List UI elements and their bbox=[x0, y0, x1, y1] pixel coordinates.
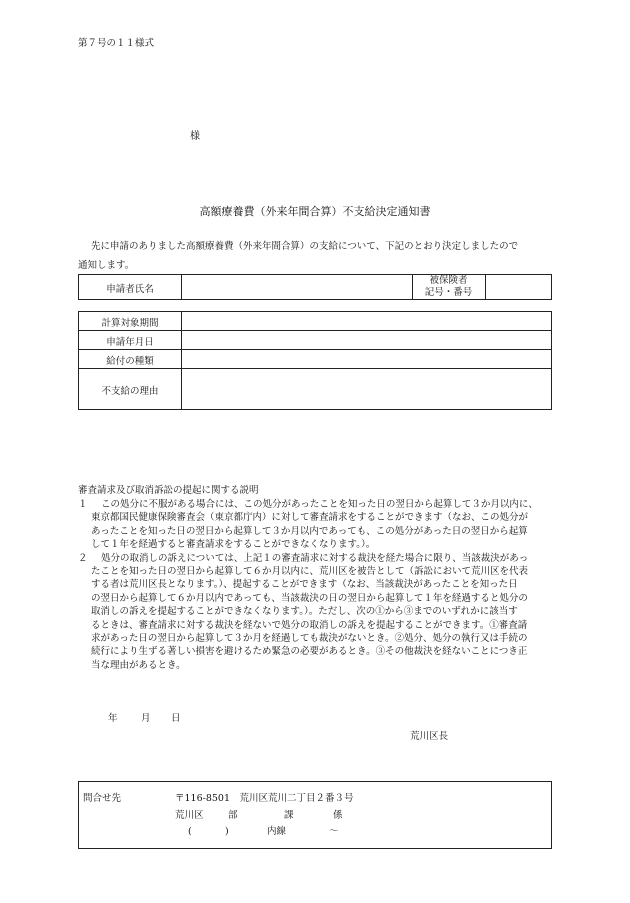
form-number: 第７号の１１様式 bbox=[78, 38, 155, 49]
contact-department: 部 bbox=[228, 810, 238, 821]
applicant-table bbox=[78, 274, 552, 300]
explanation-heading: 審査請求及び取消訴訟の提起に関する説明 bbox=[78, 485, 259, 496]
item-line: この処分に不服がある場合には、この処分があったことを知った日の翌日から起算して３か月以内に、 bbox=[101, 499, 538, 510]
item-line: 処分の取消しの訴えについては、上記１の審査請求に対する裁決を経た場合に限り、当該裁決があっ bbox=[101, 552, 529, 564]
issuer-name: 荒川区長 bbox=[410, 731, 449, 742]
item-line: する者は荒川区長となります。）、提起することができます（なお、当該裁決があったことを知った日 bbox=[91, 579, 518, 591]
page-title: 高額療養費（外来年間合算）不支給決定通知書 bbox=[199, 205, 431, 218]
date-month: 月 bbox=[141, 713, 151, 724]
divider bbox=[79, 368, 551, 369]
contact-address: 〒116-8501 荒川区荒川二丁目２番３号 bbox=[175, 793, 354, 804]
insured-label-line2: 記号・番号 bbox=[424, 287, 473, 298]
date-day: 日 bbox=[171, 713, 181, 724]
item-line: 取消しの訴えを提起することができなくなります。）。ただし、次の①から③までのいずれかに該当す bbox=[91, 606, 518, 618]
applicant-name-label: 申請者氏名 bbox=[106, 284, 154, 295]
date-year: 年 bbox=[108, 713, 118, 724]
phone-paren-open: ( bbox=[188, 826, 192, 837]
intro-line-1: 先に申請のありました高額療養費（外来年間合算）の支給について、下記のとおり決定しましたので bbox=[91, 241, 519, 252]
item-line: たことを知った日の翌日から起算して６か月以内に、荒川区を被告として（訴訟において荒川区を代表 bbox=[91, 566, 529, 578]
refusal-reason-label: 不支給の理由 bbox=[101, 386, 159, 397]
divider bbox=[485, 275, 486, 299]
divider bbox=[79, 349, 551, 350]
item-line: 当な理由があるとき。 bbox=[91, 659, 186, 671]
item-line: 東京都国民健康保険審査会（東京都庁内）に対して審査請求をすることができます（なお、この処分が bbox=[91, 512, 529, 524]
contact-label: 問合せ先 bbox=[83, 793, 122, 804]
contact-subsection: 係 bbox=[333, 810, 343, 821]
item-line: の翌日から起算して６か月以内であっても、当該裁決の日の翌日から起算して１年を経過すると処分の bbox=[91, 592, 528, 604]
item-line: 求があった日の翌日から起算して３か月を経過しても裁決がないとき。②処分、処分の執行又は手続の bbox=[91, 633, 528, 645]
contact-box bbox=[78, 781, 552, 849]
intro-line-2: 通知します。 bbox=[78, 260, 135, 271]
application-date-label: 申請年月日 bbox=[106, 337, 154, 348]
appeal-explanation bbox=[78, 484, 558, 672]
explanation-item-1 bbox=[78, 498, 558, 552]
divider bbox=[181, 312, 182, 409]
contact-ward: 荒川区 bbox=[175, 810, 204, 821]
divider bbox=[181, 275, 182, 299]
item-number: １ bbox=[78, 499, 88, 510]
item-line: あったことを知った日の翌日から起算して３か月以内であっても、この処分があった日の翌日から起算 bbox=[91, 525, 528, 537]
extension-label: 内線 bbox=[267, 826, 287, 837]
calc-period-label: 計算対象期間 bbox=[101, 318, 159, 329]
decision-table bbox=[78, 311, 552, 410]
explanation-item-2 bbox=[78, 552, 558, 673]
extension-range: ～ bbox=[329, 826, 339, 837]
item-line: して１年を経過すると審査請求をすることができなくなります。）。 bbox=[91, 539, 376, 551]
contact-section: 課 bbox=[284, 810, 294, 821]
insured-label-line1: 被保険者 bbox=[429, 275, 468, 286]
item-number: ２ bbox=[78, 552, 88, 564]
item-line: るときは、審査請求に対する裁決を経ないで処分の取消しの訴えを提起することができます。①審査請 bbox=[91, 619, 528, 631]
item-line: 続行により生ずる著しい損害を避けるため緊急の必要があるとき。③その他裁決を経ないことにつき正 bbox=[91, 646, 528, 658]
divider bbox=[79, 330, 551, 331]
addressee-suffix: 様 bbox=[190, 131, 200, 142]
phone-paren-close: ) bbox=[225, 826, 229, 837]
benefit-type-label: 給付の種類 bbox=[106, 356, 154, 367]
